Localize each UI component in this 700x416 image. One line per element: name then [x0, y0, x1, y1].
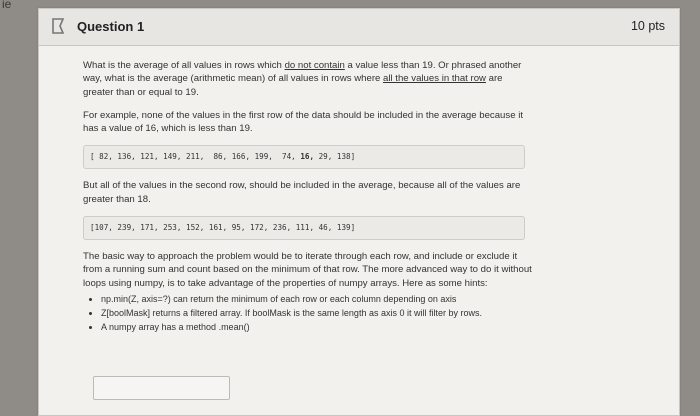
hint-list: [83, 294, 533, 333]
question-header: [39, 9, 679, 46]
paragraph-definition: [83, 59, 533, 99]
paragraph-second-row: But all of the values in the second row, should be included in the average, because all of the values are greater than 18.: [83, 180, 521, 205]
question-points: 10 pts: [630, 19, 665, 33]
flag-icon[interactable]: [51, 18, 65, 34]
corner-text: ie: [2, 0, 12, 11]
list-item: • Z[boolMask] returns a filtered array. If boolMask is the same length as axis 0 it will filter by rows.: [101, 308, 533, 319]
code-row-2: [107, 239, 171, 253, 152, 161, 95, 172, 236, 111, 46, 139]: [83, 216, 525, 240]
list-item: • np.min(Z, axis=?) can return the minimum of each row or each column depending on axis: [101, 294, 533, 305]
question-card: [38, 8, 680, 416]
underlined-text: do not contain: [284, 60, 345, 71]
code-highlight: 16,: [300, 152, 315, 162]
code-text: 29, 138]: [314, 152, 356, 162]
paragraph-approach: The basic way to approach the problem would be to iterate through each row, and include or exclude it from a running sum and count based on the minimum of that row. The more advanced way to do it without loops using numpy, is to take advantage of the properties of numpy arrays. Here as some hints:: [83, 251, 532, 289]
code-text: [ 82, 136, 121, 149, 211, 86, 166, 199, 74,: [90, 152, 301, 162]
list-item: • A numpy array has a method .mean(): [101, 322, 533, 333]
question-body: [83, 59, 533, 336]
paragraph-example: For example, none of the values in the first row of the data should be included in the average because it has a value of 16, which is less than 19.: [83, 109, 523, 135]
code-row-1: [83, 145, 525, 169]
underlined-text: all the values in that row: [383, 73, 486, 85]
text-segment: a value less than 19. Or phrased another way, what is the average (arithmetic mean) of all values in rows where: [83, 60, 522, 85]
text-segment: What is the average of all values in rows which: [83, 60, 285, 71]
answer-input[interactable]: [93, 376, 230, 400]
text-segment: are greater than or equal to 19.: [83, 73, 503, 98]
question-title: Question 1: [77, 19, 145, 34]
